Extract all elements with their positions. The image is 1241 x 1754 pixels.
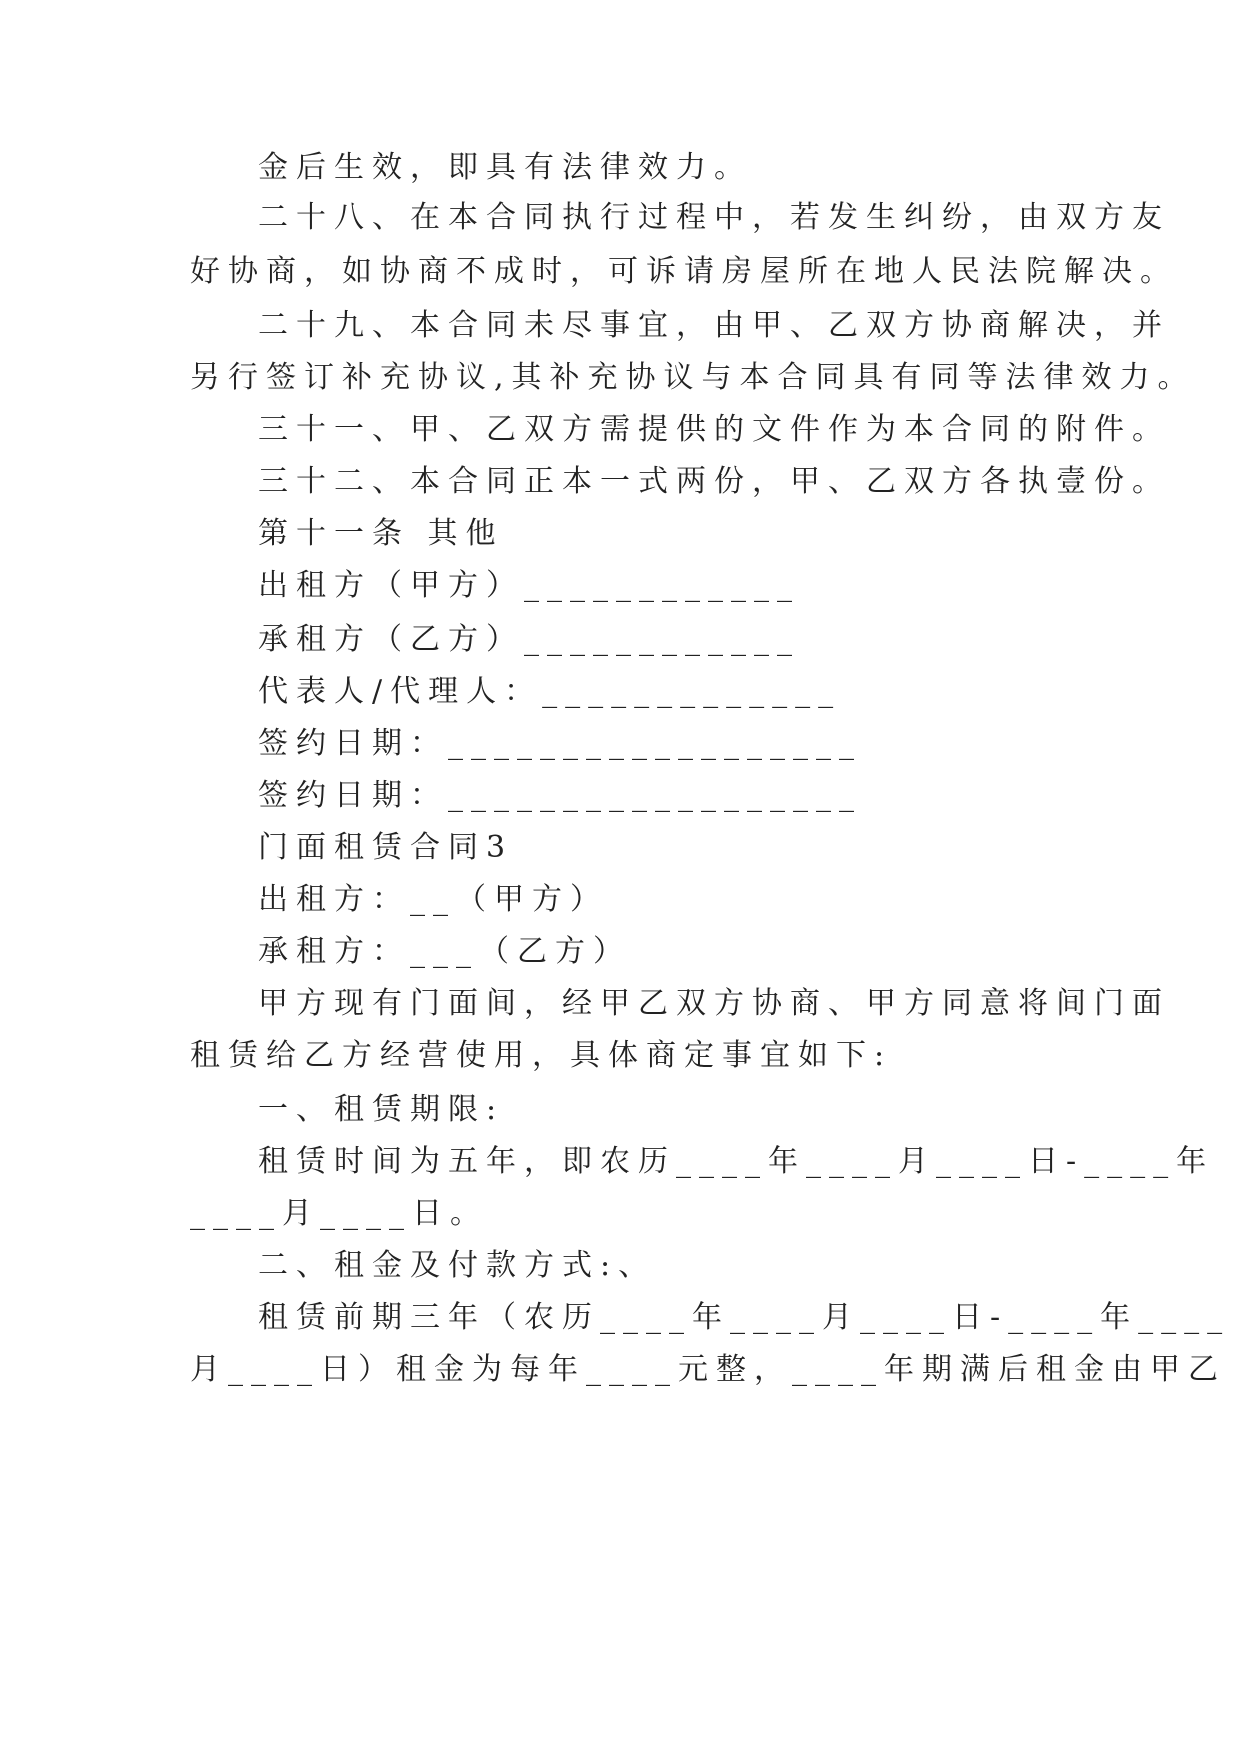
paragraph-line: 甲方现有门面间，经甲乙双方协商、甲方同意将间门面 bbox=[258, 986, 1170, 1021]
paragraph-line: 月____日）租金为每年____元整，____年期满后租金由甲乙 bbox=[190, 1352, 1226, 1387]
paragraph-line: 二十八、在本合同执行过程中，若发生纠纷，由双方友 bbox=[258, 200, 1170, 235]
section-heading: 一、租赁期限: bbox=[258, 1092, 505, 1127]
paragraph-line: ____月____日。 bbox=[190, 1196, 488, 1231]
signing-date-line: 签约日期：__________________ bbox=[258, 726, 862, 761]
signature-line-representative: 代表人/代理人：_____________ bbox=[258, 674, 842, 709]
paragraph-line: 二十九、本合同未尽事宜，由甲、乙双方协商解决，并 bbox=[258, 308, 1170, 343]
paragraph-line: 租赁时间为五年，即农历____年____月____日-____年 bbox=[258, 1144, 1215, 1179]
paragraph-line: 租赁给乙方经营使用，具体商定事宜如下: bbox=[190, 1038, 893, 1073]
paragraph-line: 好协商，如协商不成时，可诉请房屋所在地人民法院解决。 bbox=[190, 254, 1178, 289]
party-lessee: 承租方：___（乙方） bbox=[258, 934, 631, 969]
paragraph-line: 租赁前期三年（农历____年____月____日-____年____ bbox=[258, 1300, 1231, 1335]
paragraph-line: 另行签订补充协议,其补充协议与本合同具有同等法律效力。 bbox=[190, 360, 1196, 395]
paragraph-line: 金后生效，即具有法律效力。 bbox=[258, 150, 752, 185]
paragraph-line: 三十一、甲、乙双方需提供的文件作为本合同的附件。 bbox=[258, 412, 1170, 447]
section-heading: 二、租金及付款方式:、 bbox=[258, 1248, 657, 1283]
signature-line-lessor: 出租方（甲方）____________ bbox=[258, 568, 800, 603]
signature-line-lessee: 承租方（乙方）____________ bbox=[258, 622, 800, 657]
party-lessor: 出租方：__（甲方） bbox=[258, 882, 608, 917]
paragraph-line: 三十二、本合同正本一式两份，甲、乙双方各执壹份。 bbox=[258, 464, 1170, 499]
signing-date-line: 签约日期：__________________ bbox=[258, 778, 862, 813]
contract-title: 门面租赁合同3 bbox=[258, 830, 514, 865]
section-heading: 第十一条 其他 bbox=[258, 516, 504, 551]
